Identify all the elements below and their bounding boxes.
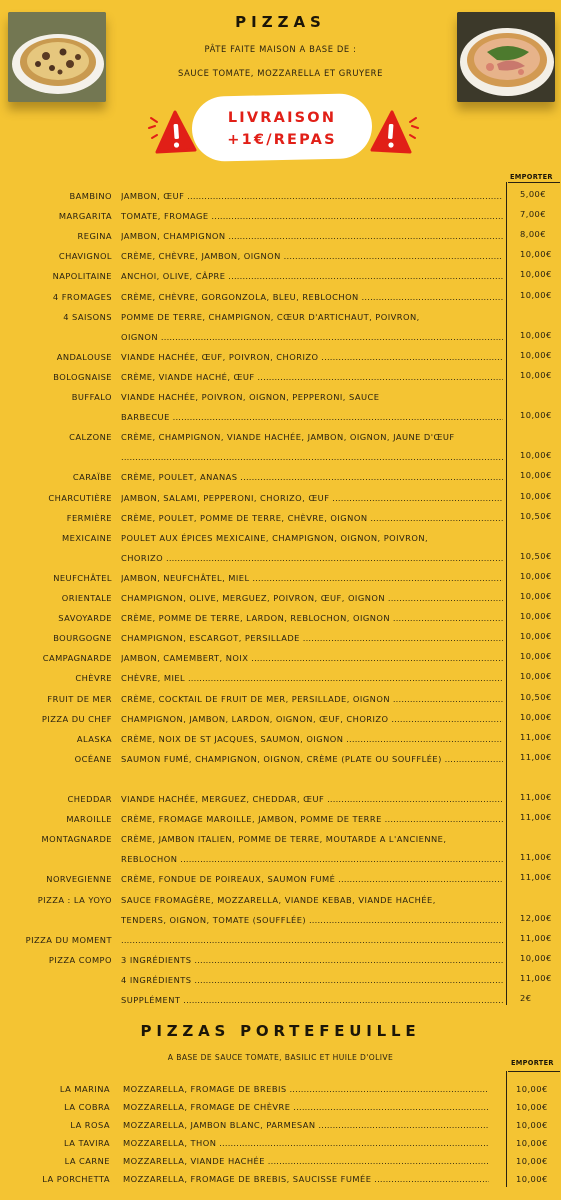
menu-row (0, 933, 561, 953)
pizza-price: 10,00€ (516, 1156, 548, 1166)
menu-row (0, 832, 561, 852)
pizza-description: POMME DE TERRE, CHAMPIGNON, CŒUR D'ARTICHAUT, POIVRON, (121, 311, 420, 322)
section-title-portefeuille: PIZZAS PORTEFEUILLE (140, 1022, 421, 1040)
column-header-emporter: EMPORTER (510, 173, 553, 181)
menu-row (0, 1154, 561, 1174)
banner-line-1: LIVRAISON (227, 110, 337, 126)
pizza-description: REBLOCHON ..... (121, 854, 503, 866)
menu-row (0, 752, 561, 772)
pizza-description: CRÈME, JAMBON ITALIEN, POMME DE TERRE, MOUTARDE A L'ANCIENNE, (121, 834, 447, 845)
pizza-price: 10,00€ (520, 249, 552, 260)
pizza-description (121, 452, 503, 464)
menu-row (0, 692, 561, 712)
pizza-price: 10,00€ (520, 671, 552, 682)
pizza-name: FERMIÈRE (66, 512, 112, 523)
pizza-description: CHÈVRE, MIEL ..... (121, 673, 503, 685)
pizza-name: 4 SAISONS (63, 311, 112, 322)
pizza-description: JAMBON, CAMEMBERT, NOIX ..... (121, 653, 503, 665)
pizza-description: MOZZARELLA, JAMBON BLANC, PARMESAN ..... (123, 1120, 489, 1132)
menu-row (0, 470, 561, 490)
pizza-description: CHAMPIGNON, OLIVE, MERGUEZ, POIVRON, ŒUF, OIGNON ..... (121, 593, 503, 605)
pizza-price: 8,00€ (520, 229, 547, 240)
menu-row (0, 591, 561, 611)
menu-row (0, 973, 561, 993)
pizza-price: 12,00€ (520, 912, 552, 923)
pizza-name: CHARCUTIÈRE (48, 492, 112, 503)
pizza-price: 10,00€ (520, 711, 552, 722)
pizza-price: 10,00€ (520, 369, 552, 380)
column-rule-top-2 (508, 1071, 560, 1072)
menu-row (0, 189, 561, 209)
pizza-description: CRÈME, FONDUE DE POIREAUX, SAUMON FUMÉ ..... (121, 874, 503, 886)
pizza-price: 11,00€ (520, 751, 552, 762)
pizza-description: CRÈME, CHÈVRE, JAMBON, OIGNON ..... (121, 251, 503, 263)
pizza-name: MAROILLE (66, 814, 112, 825)
menu-row (0, 872, 561, 892)
pizza-description: MOZZARELLA, FROMAGE DE BREBIS, SAUCISSE FUMÉE ..... (123, 1174, 489, 1186)
pizza-description: BARBECUE ..... (121, 412, 503, 424)
pizza-name: PIZZA COMPO (48, 954, 112, 965)
menu-row (0, 792, 561, 812)
pizza-name: 4 FROMAGES (52, 291, 112, 302)
pizza-description: CRÈME, POULET, POMME DE TERRE, CHÈVRE, OIGNON ..... (121, 513, 503, 525)
pizza-price: 10,50€ (520, 691, 552, 702)
pizza-description: JAMBON, NEUFCHÂTEL, MIEL ..... (121, 573, 503, 585)
pizza-description: 4 INGRÉDIENTS ..... (121, 975, 503, 987)
menu-row (0, 671, 561, 691)
menu-row (0, 491, 561, 511)
menu-row (0, 1118, 561, 1138)
menu-row (0, 249, 561, 269)
menu-row (0, 712, 561, 732)
pizza-description: TENDERS, OIGNON, TOMATE (SOUFFLÉE) ..... (121, 915, 503, 927)
pizza-name: CHEDDAR (67, 794, 112, 804)
menu-row (0, 1172, 561, 1192)
pizza-name: BAMBINO (69, 191, 112, 201)
pizza-price: 11,00€ (520, 932, 552, 943)
pizza-description: MOZZARELLA, THON ..... (123, 1138, 489, 1150)
menu-row (0, 269, 561, 289)
pizza-price: 11,00€ (520, 812, 552, 823)
pizza-price: 10,00€ (520, 952, 552, 963)
menu-row (0, 370, 561, 390)
pizza-price: 10,00€ (520, 611, 552, 622)
delivery-banner-text (192, 107, 372, 151)
pizza-name: OCÉANE (74, 753, 112, 764)
pizza-description: MOZZARELLA, FROMAGE DE CHÈVRE ..... (123, 1102, 489, 1114)
pizza-price: 10,00€ (516, 1174, 548, 1184)
pizza-description: CHAMPIGNON, ESCARGOT, PERSILLADE ..... (121, 633, 503, 645)
pizza-name: SAVOYARDE (58, 613, 112, 624)
pizza-name: FRUIT DE MER (47, 693, 112, 704)
pizza-description: 3 INGRÉDIENTS ..... (121, 955, 503, 967)
pizza-description: JAMBON, CHAMPIGNON ..... (121, 231, 503, 243)
pizza-description: CRÈME, NOIX DE ST JACQUES, SAUMON, OIGNON ..... (121, 734, 503, 746)
menu-row (0, 430, 561, 450)
pizza-description: CRÈME, FROMAGE MAROILLE, JAMBON, POMME DE TERRE ..... (121, 814, 503, 826)
pizza-price: 10,00€ (520, 450, 552, 461)
menu-row (0, 953, 561, 973)
pizza-price: 10,00€ (520, 410, 552, 421)
pizza-name: LA ROSA (70, 1120, 110, 1130)
pizza-price: 10,00€ (520, 329, 552, 340)
menu-row (0, 290, 561, 310)
pizza-name: MONTAGNARDE (41, 834, 112, 845)
pizza-description: MOZZARELLA, FROMAGE DE BREBIS ..... (123, 1084, 489, 1096)
pizza-description: JAMBON, SALAMI, PEPPERONI, CHORIZO, ŒUF ..... (121, 493, 503, 505)
pizza-description: CRÈME, CHÈVRE, GORGONZOLA, BLEU, REBLOCHON ..... (121, 292, 503, 304)
pizza-price: 10,00€ (520, 349, 552, 360)
pizza-price: 10,50€ (520, 550, 552, 561)
pizza-price: 11,00€ (520, 972, 552, 983)
menu-row (0, 450, 561, 470)
pizza-name: LA PORCHETTA (42, 1174, 110, 1184)
pizza-name: MARGARITA (58, 211, 112, 222)
pizza-description: TOMATE, FROMAGE ..... (121, 211, 503, 223)
pizza-price: 10,00€ (520, 470, 552, 481)
menu-row (0, 209, 561, 229)
pizza-price: 10,00€ (520, 631, 552, 642)
menu-row (0, 1100, 561, 1120)
alert-triangle-icon (366, 106, 422, 156)
pizza-description: VIANDE HACHÉE, POIVRON, OIGNON, PEPPERONI, SAUCE (121, 392, 380, 402)
pizza-description: VIANDE HACHÉE, ŒUF, POIVRON, CHORIZO ..... (121, 352, 503, 364)
pizza-price: 10,00€ (516, 1102, 548, 1112)
pizza-description: SAUMON FUMÉ, CHAMPIGNON, OIGNON, CRÈME (PLATE OU SOUFFLÉE) ..... (121, 754, 503, 766)
pizza-price: 10,00€ (516, 1084, 548, 1094)
menu-row (0, 852, 561, 872)
pizza-description: CRÈME, CHAMPIGNON, VIANDE HACHÉE, JAMBON, OIGNON, JAUNE D'ŒUF (121, 432, 455, 443)
pizza-description (121, 935, 503, 947)
pizza-name: ORIENTALE (61, 593, 112, 603)
menu-row (0, 993, 561, 1013)
pizza-name: NEUFCHÂTEL (53, 572, 112, 583)
pizza-description: SUPPLÉMENT ..... (121, 995, 503, 1007)
menu-row (0, 651, 561, 671)
pizza-name: PIZZA DU MOMENT (25, 934, 112, 945)
menu-row (0, 551, 561, 571)
menu-row (0, 330, 561, 350)
menu-row (0, 390, 561, 410)
pizza-description: CRÈME, POMME DE TERRE, LARDON, REBLOCHON, OIGNON ..... (121, 613, 503, 625)
pizza-name: LA TAVIRA (64, 1138, 110, 1148)
menu-row (0, 631, 561, 651)
pizza-description: CRÈME, VIANDE HACHÉ, ŒUF ..... (121, 372, 503, 384)
pizza-description: CRÈME, COCKTAIL DE FRUIT DE MER, PERSILLADE, OIGNON ..... (121, 694, 503, 706)
pizza-name: LA COBRA (64, 1102, 110, 1112)
pizza-name: CHAVIGNOL (58, 251, 112, 262)
pizza-description: JAMBON, ŒUF ..... (121, 191, 503, 203)
pizza-name: LA MARINA (59, 1084, 110, 1094)
page-title: PIZZAS (235, 13, 326, 31)
pizza-name: BOURGOGNE (53, 633, 112, 644)
column-rule-top (508, 182, 560, 183)
menu-row (0, 229, 561, 249)
banner-line-2: +1€/REPAS (227, 132, 337, 148)
pizza-description: CHORIZO ..... (121, 553, 503, 565)
pizza-price: 11,00€ (520, 792, 552, 802)
menu-row (0, 310, 561, 330)
pizza-name: PIZZA : LA YOYO (37, 894, 112, 905)
pizza-price: 10,00€ (520, 289, 552, 300)
pizza-description: SAUCE FROMAGÈRE, MOZZARELLA, VIANDE KEBAB, VIANDE HACHÉE, (121, 894, 436, 905)
menu-row (0, 732, 561, 752)
pizza-price: 5,00€ (520, 189, 547, 199)
pizza-description: CRÈME, POULET, ANANAS ..... (121, 472, 503, 484)
pizza-price: 10,00€ (516, 1138, 548, 1148)
menu-row (0, 611, 561, 631)
pizza-name: CALZONE (69, 432, 112, 443)
pizza-price: 10,00€ (520, 591, 552, 601)
pizza-price: 10,00€ (520, 651, 552, 662)
pizza-price: 10,00€ (520, 269, 552, 280)
pizza-name: CARAÏBE (72, 472, 112, 483)
pizza-description: ANCHOI, OLIVE, CÂPRE ..... (121, 271, 503, 283)
menu-row (0, 913, 561, 933)
menu-row (0, 531, 561, 551)
pizza-name: CAMPAGNARDE (42, 653, 112, 664)
pizza-description: CHAMPIGNON, JAMBON, LARDON, OIGNON, ŒUF, CHORIZO ..... (121, 714, 503, 726)
pizza-description: MOZZARELLA, VIANDE HACHÉE ..... (123, 1156, 489, 1168)
pizza-price: 10,00€ (520, 490, 552, 501)
menu-row (0, 350, 561, 370)
column-header-emporter-2: EMPORTER (511, 1059, 554, 1067)
pizza-name: LA CARNE (64, 1156, 110, 1166)
pizza-description: OIGNON ..... (121, 332, 503, 344)
pizza-name: ANDALOUSE (56, 351, 112, 362)
pizza-description: VIANDE HACHÉE, MERGUEZ, CHEDDAR, ŒUF ..... (121, 794, 503, 806)
pizza-price: 11,00€ (520, 852, 552, 863)
pizza-price: 11,00€ (520, 731, 552, 742)
pizza-price: 11,00€ (520, 872, 552, 883)
pizza-name: MEXICAINE (62, 532, 112, 543)
menu-row (0, 410, 561, 430)
pizza-price: 10,00€ (516, 1120, 548, 1130)
pizza-name: NORVEGIENNE (46, 874, 112, 885)
menu-row (0, 511, 561, 531)
pizza-name: ALASKA (76, 733, 112, 744)
pizza-name: PIZZA DU CHEF (41, 713, 112, 724)
menu-row (0, 1082, 561, 1102)
pizza-name: NAPOLITAINE (52, 271, 112, 282)
pizza-name: BOLOGNAISE (53, 371, 112, 382)
pizza-price: 2€ (520, 993, 532, 1003)
menu-row (0, 812, 561, 832)
pizza-name: CHÈVRE (75, 673, 112, 684)
pizza-name: REGINA (77, 231, 112, 242)
section-subtitle-portefeuille: A BASE DE SAUCE TOMATE, BASILIC ET HUILE D'OLIVE (167, 1053, 394, 1062)
pizza-price: 10,00€ (520, 570, 552, 581)
subtitle-line-1: PÂTE FAITE MAISON A BASE DE : (204, 44, 357, 54)
pizza-description: POULET AUX ÉPICES MEXICAINE, CHAMPIGNON, OIGNON, POIVRON, (121, 532, 429, 543)
subtitle-line-2: SAUCE TOMATE, MOZZARELLA ET GRUYERE (178, 68, 383, 78)
pizza-price: 10,50€ (520, 510, 552, 521)
menu-row (0, 1136, 561, 1156)
menu-row (0, 893, 561, 913)
menu-row (0, 772, 561, 792)
menu-row (0, 571, 561, 591)
pizza-name: BUFFALO (71, 392, 112, 402)
pizza-price: 7,00€ (520, 209, 547, 220)
